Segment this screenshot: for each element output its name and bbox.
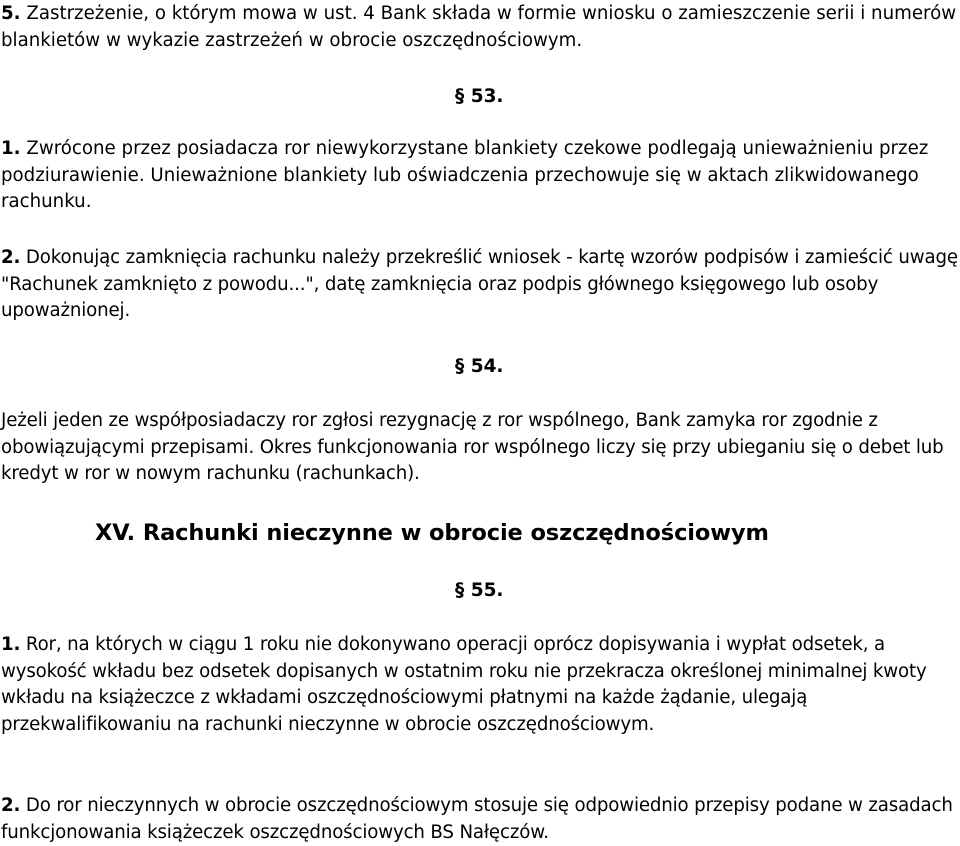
paragraph-text: Zwrócone przez posiadacza ror niewykorzystane blankiety czekowe podlegają unieważnieniu przez podziurawienie. Unieważnione blankiety lub oświadczenia przechowuje się w aktach zlikwidowanego rachunku. xyxy=(1,138,929,212)
paragraph-number: 2. xyxy=(1,247,21,268)
paragraph-number: 5. xyxy=(1,3,21,24)
paragraph-number: 2. xyxy=(1,795,21,816)
paragraph-text: Ror, na których w ciągu 1 roku nie dokonywano operacji oprócz dopisywania i wypłat odsetek, a wysokość wkładu bez odsetek dopisanych w ostatnim roku nie przekracza określonej minimalnej kwoty wkładu na książeczce z wkładami oszczędnościowymi płatnymi na każde żądanie, ulegają przekwalifikowaniu na rachunki nieczynne w obrocie oszczędnościowym. xyxy=(1,634,927,735)
section-54-heading: § 54. xyxy=(455,356,504,377)
paragraph-text: Dokonując zamknięcia rachunku należy przekreślić wniosek - kartę wzorów podpisów i zamieścić uwagę "Rachunek zamknięto z powodu...", datę zamknięcia oraz podpis głównego księgowego lub osoby upoważnionej. xyxy=(1,247,958,321)
section-55-paragraph-2 xyxy=(1,793,960,846)
section-53-paragraph-1 xyxy=(1,136,960,216)
paragraph-number: 1. xyxy=(1,634,21,655)
paragraph-text: Zastrzeżenie, o którym mowa w ust. 4 Bank składa w formie wniosku o zamieszczenie serii i numerów blankietów w wykazie zastrzeżeń w obrocie oszczędnościowym. xyxy=(1,3,957,51)
section-55-heading: § 55. xyxy=(455,580,504,601)
section-54-paragraph: Jeżeli jeden ze współposiadaczy ror zgłosi rezygnację z ror wspólnego, Bank zamyka ror zgodnie z obowiązującymi przepisami. Okres funkcjonowania ror wspólnego liczy się przy ubieganiu się o debet lub kredyt w ror w nowym rachunku (rachunkach). xyxy=(1,410,944,484)
paragraph-5 xyxy=(1,1,960,54)
section-53-heading: § 53. xyxy=(455,86,504,107)
paragraph-number: 1. xyxy=(1,138,21,159)
paragraph-text: Do ror nieczynnych w obrocie oszczędnościowym stosuje się odpowiednio przepisy podane w zasadach funkcjonowania książeczek oszczędnościowych BS Nałęczów. xyxy=(1,795,953,843)
section-55-paragraph-1 xyxy=(1,632,960,738)
section-53-paragraph-2 xyxy=(1,245,960,325)
chapter-heading: XV. Rachunki nieczynne w obrocie oszczędnościowym xyxy=(95,520,769,546)
